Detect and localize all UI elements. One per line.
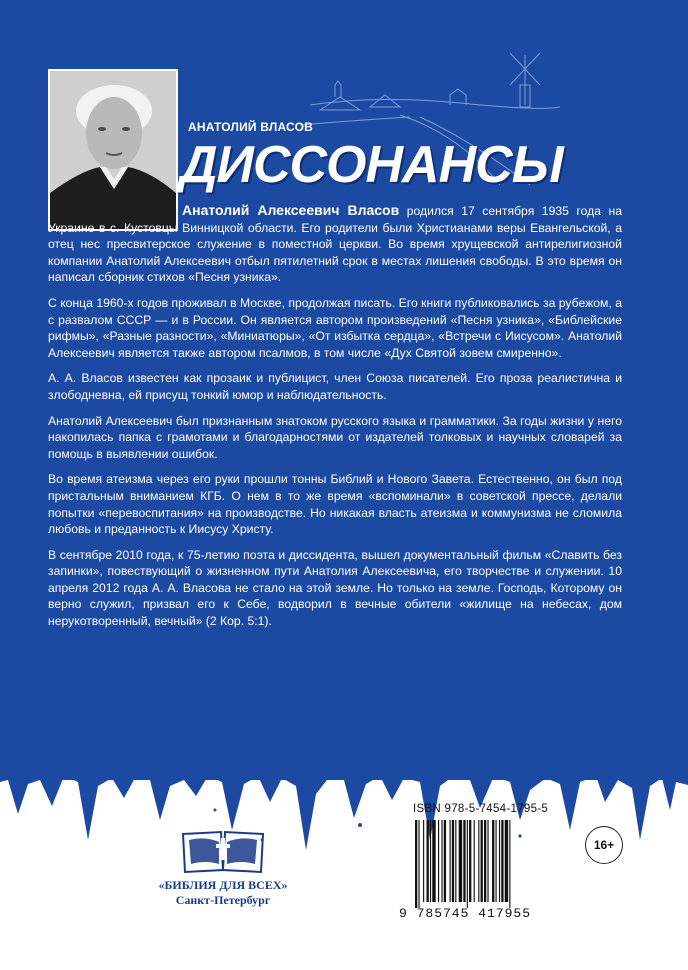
barcode-bar [478,820,479,902]
barcode-bar [423,820,424,902]
bio-paragraph: В сентябре 2010 года, к 75-летию поэта и диссидента, вышел документальный фильм «Славить без запинки», повествующий о жизненном пути Анатолия Алексеевича, его творчестве и служении. 10 апреля 2012 года А. А. Власова не стало на этой земле. Но только на земле. Господь, Которому он верно служил, призвал его к Себе, водворил в вечные обители «жилище на небесах, дом нерукотворенный, вечный» (2 Кор. 5:1). [48,547,622,629]
publisher-name: «БИБЛИЯ ДЛЯ ВСЕХ» [158,878,288,892]
barcode-bar [438,820,439,902]
bio-paragraph [48,202,622,286]
barcode-bar [481,820,483,902]
author-full-name: Анатолий Алексеевич Власов [182,202,400,218]
publisher-city: Санкт-Петербург [175,893,271,907]
paint-drip-edge [0,690,688,850]
age-rating-badge: 16+ [585,826,623,864]
bio-paragraph: А. А. Власов известен как прозаик и публицист, член Союза писателей. Его проза реалистична и злободневна, ей присущ тонкий юмор и наблюдательность. [48,371,622,402]
barcode-bar [487,820,488,902]
barcode-bar [469,820,471,902]
barcode-bar [484,820,486,902]
barcode-bar [467,820,468,908]
book-title: ДИССОНАНСЫ [180,136,563,194]
biography-text [48,202,622,639]
bio-paragraph: С конца 1960-х годов проживал в Москве, продолжая писать. Его книги публиковались за рубежом, а с развалом СССР — и в России. Он является автором произведений «Песня узника», «Библейские рифмы», «Разные разности», «Миниатюры», «От избытка сердца», «Встречи с Иисусом». Анатолий Алексеевич является также автором псалмов, в том числе «Дух Святой зовем смиренно». [48,295,622,360]
barcode-bar [450,820,451,902]
bio-paragraph: Анатолий Алексеевич был признанным знатоком русского языка и грамматики. За годы жизни у него накопилась папка с грамотами и благодарностями от издателей толковых и научных словарей за помощь в выявлении ошибок. [48,413,622,461]
barcode-bar [474,820,475,902]
barcode-bar [501,820,503,902]
barcode-bar [441,820,442,902]
barcode-bar [432,820,435,902]
barcode-bar [492,820,494,902]
isbn-label: ISBN 978-5-7454-1795-5 [413,803,549,815]
barcode-bar [444,820,446,902]
barcode-bar [415,820,417,908]
publisher-logo-icon [175,826,271,876]
barcode-image [413,820,553,908]
barcode-bar [505,820,508,902]
barcode-bar [452,820,454,902]
bio-paragraph-text: родился 17 сентября 1935 года на Украине в с. Кустовцы Винницкой области. Его родители были Христианами веры Евангельской, а отец нес пресвитерское служение в поместной церкви. Во время хрущевской антирелигиозной компании Анатолий Алексеевич отбыл пятилетний срок в местах лишения свободы. В это время он написал сборник стихов «Песня узника». [48,204,622,285]
barcode-bar [427,820,429,902]
barcode-bar [430,820,431,902]
barcode-digits: 9 785745 417955 [399,906,532,921]
barcode-bar [499,820,500,902]
barcode-bar [509,820,510,908]
barcode-bar [496,820,497,902]
barcode-bar [459,820,462,902]
isbn-barcode-block [395,800,555,925]
author-name-heading: АНАТОЛИЙ ВЛАСОВ [188,120,313,134]
barcode-bar [455,820,456,902]
barcode-bar [463,820,465,902]
barcode-bar [418,820,419,908]
bio-paragraph: Во время атеизма через его руки прошли тонны Библий и Нового Завета. Естественно, он был под пристальным вниманием КГБ. О нем в то же время «вспоминали» в советской прессе, делали попытки «перевоспитания» на производстве. Но никакая власть атеизма и коммунизма не сломила любовь и преданность к Иисусу Христу. [48,472,622,537]
